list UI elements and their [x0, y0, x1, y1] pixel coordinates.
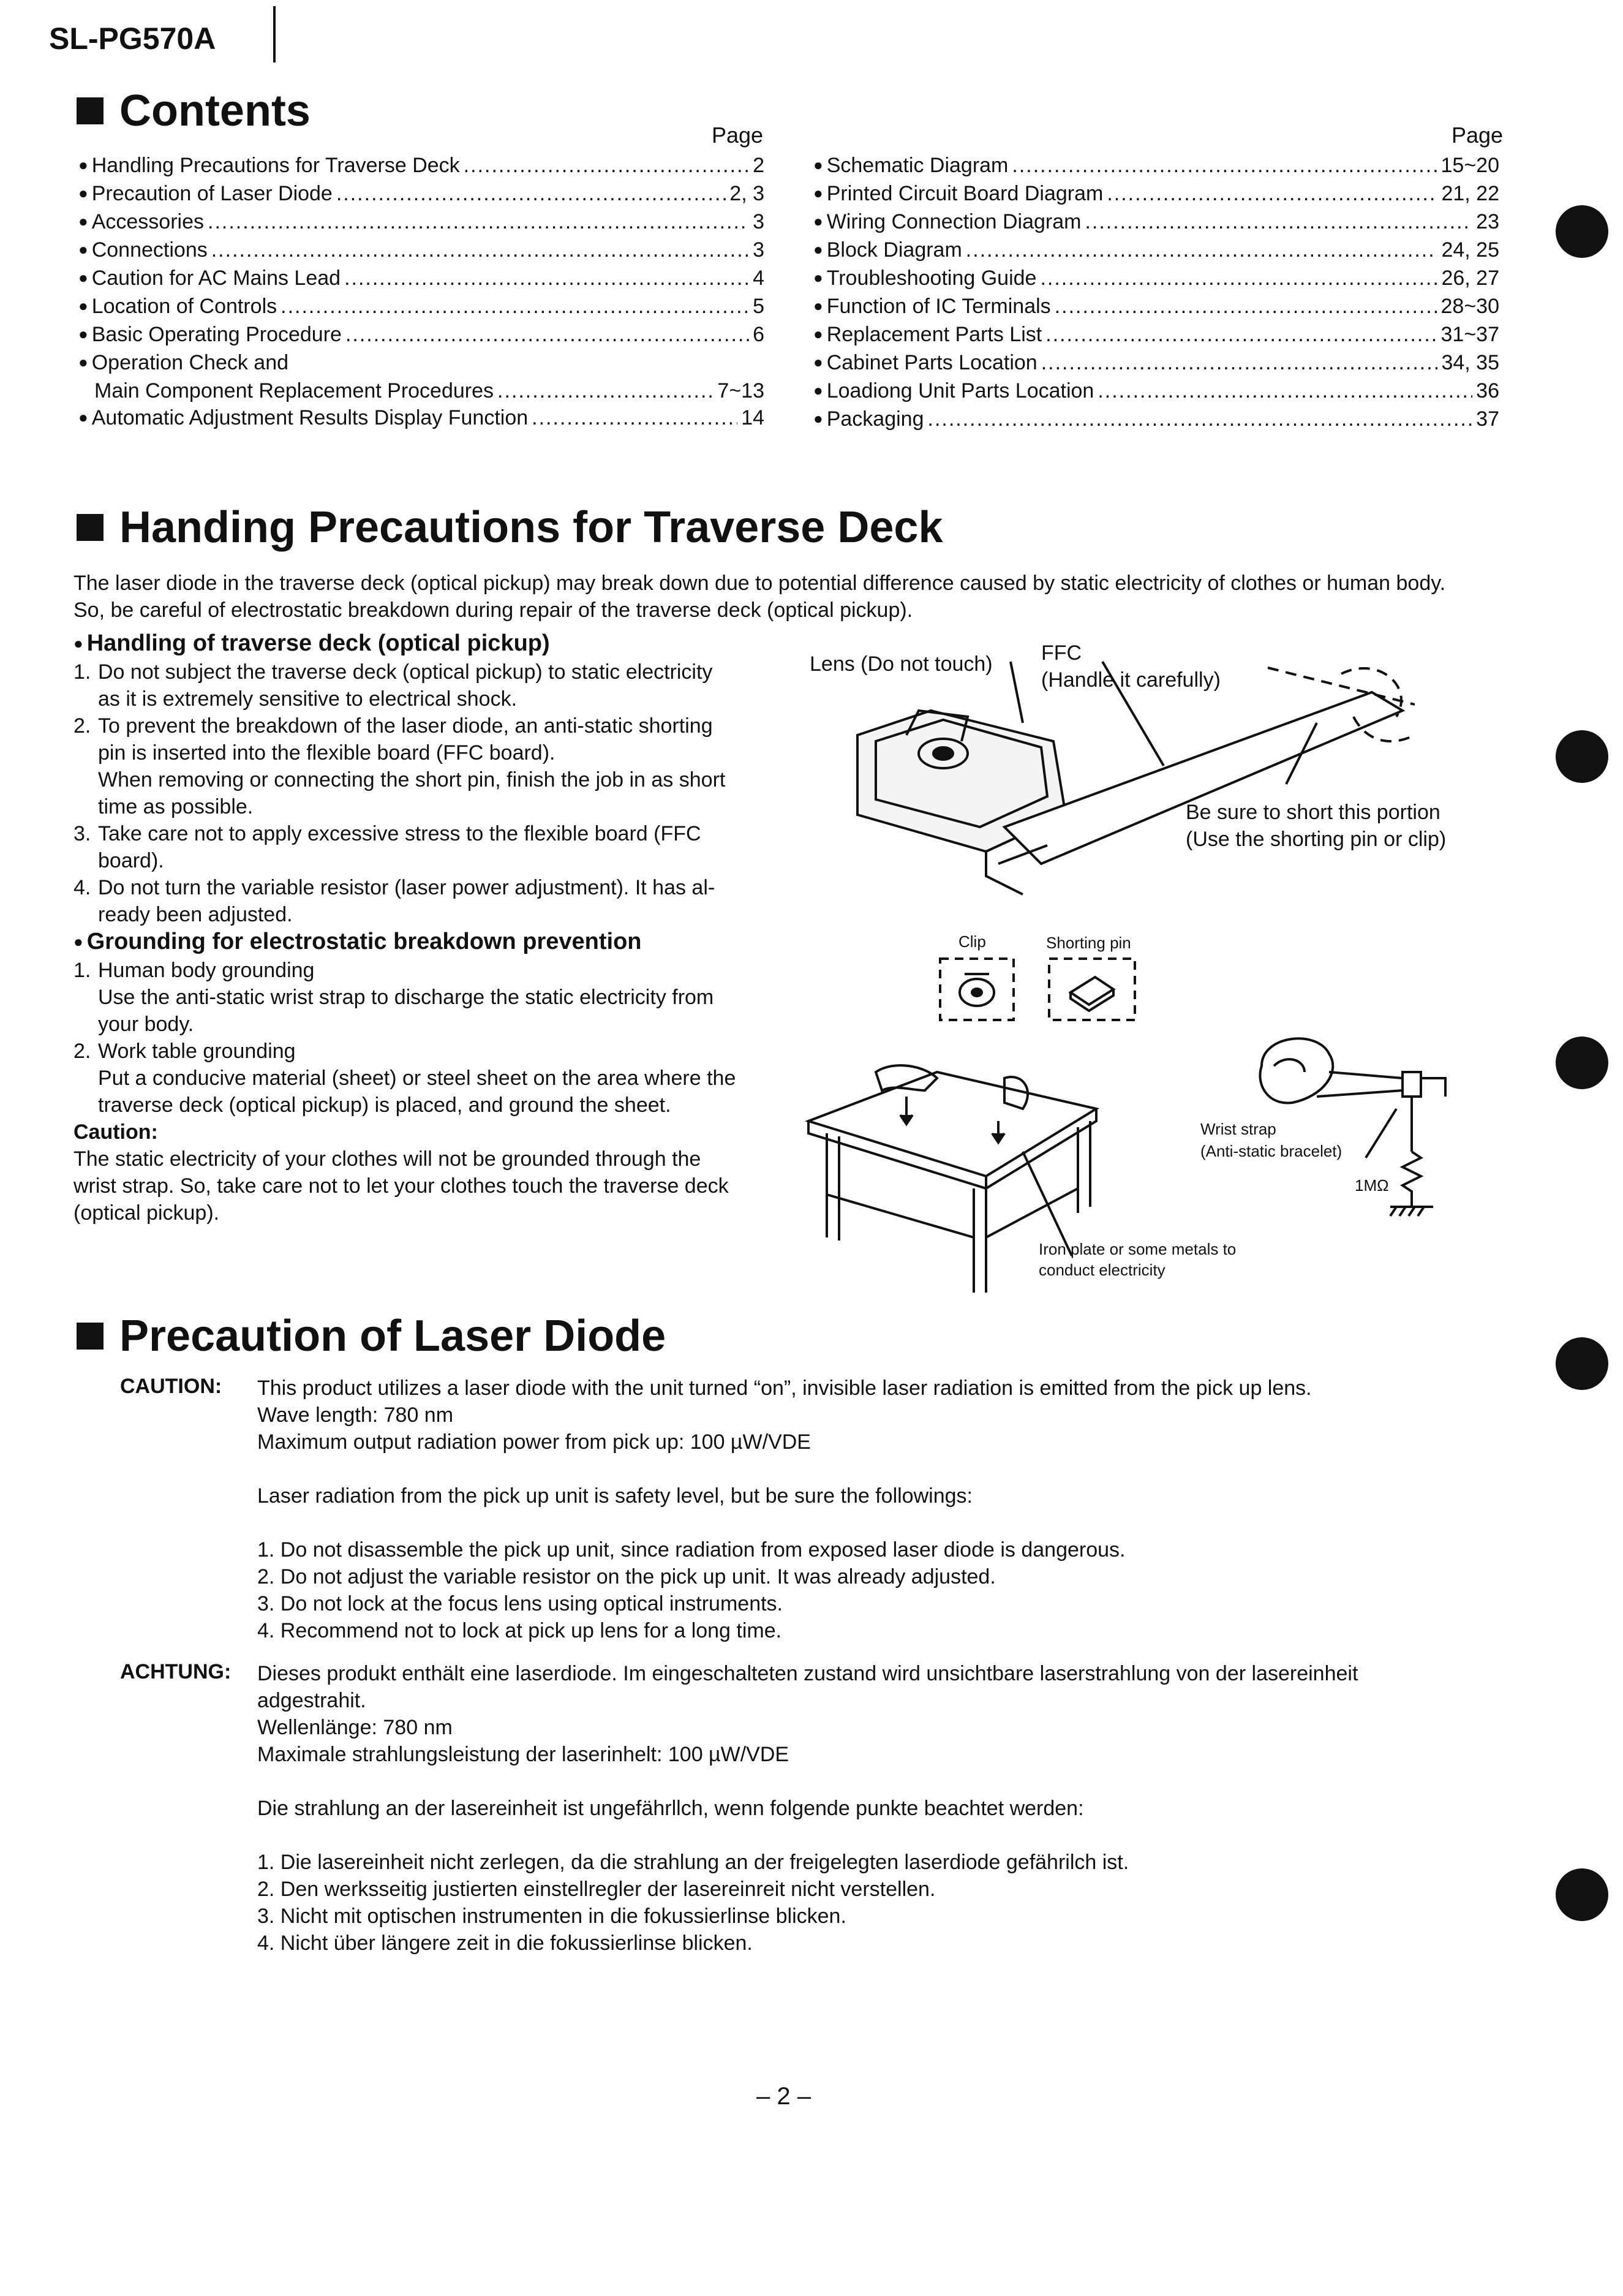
achtung-item: 3. Nicht mit optischen instrumenten in die fokussierlinse blicken. — [257, 1905, 846, 1928]
caution-note: Laser radiation from the pick up unit is safety level, but be sure the followings: — [257, 1484, 973, 1508]
achtung-label: ACHTUNG: — [120, 1660, 232, 1683]
toc-item[interactable]: ● Troubleshooting Guide ..... 26, 27 — [813, 265, 1499, 293]
handling-subtitle: ● Handling of traverse deck (optical pickup) — [73, 630, 772, 659]
traverse-deck-illustration — [839, 643, 1415, 901]
caution-text: wrist strap. So, take care not to let your clothes touch the traverse deck — [73, 1174, 729, 1198]
toc-item[interactable]: ● Packaging ..... 37 — [813, 406, 1499, 434]
binder-hole — [1556, 1337, 1608, 1390]
caution-line: Wave length: 780 nm — [257, 1403, 454, 1427]
resistor-label: 1MΩ — [1355, 1176, 1389, 1195]
heading-square-icon — [77, 514, 104, 541]
caution-label: Caution: — [73, 1120, 158, 1144]
list-item: 2. Work table grounding Put a conducive material (sheet) or steel sheet on the area where the traverse deck (optical pickup) is placed, and ground the sheet. — [73, 1040, 736, 1117]
toc-item[interactable]: ● Block Diagram ..... 24, 25 — [813, 236, 1499, 265]
contents-heading — [77, 86, 311, 136]
list-item: 1. Do not subject the traverse deck (optical pickup) to static electricity as it is extremely sensitive to electrical shock. — [73, 660, 713, 711]
laser-heading — [77, 1311, 666, 1361]
binder-hole — [1556, 730, 1608, 783]
achtung-line: Maximale strahlungsleistung der laserinhelt: 100 µW/VDE — [257, 1743, 789, 1766]
achtung-line: Wellenlänge: 780 nm — [257, 1716, 453, 1739]
binder-hole — [1556, 1037, 1608, 1089]
clip-icon — [937, 956, 1017, 1023]
shorting-pin-label: Shorting pin — [1046, 934, 1131, 952]
heading-square-icon — [77, 97, 104, 124]
caution-line: This product utilizes a laser diode with the unit turned “on”, invisible laser radiation is emitted from the pick up lens. — [257, 1376, 1312, 1400]
iron-plate-note: conduct electricity — [1039, 1261, 1165, 1279]
caution-text: The static electricity of your clothes will not be grounded through the — [73, 1147, 701, 1171]
intro-line: The laser diode in the traverse deck (optical pickup) may break down due to potential difference caused by static electricity of clothes or human body. — [73, 572, 1446, 595]
toc-item[interactable]: ● Precaution of Laser Diode ..... 2, 3 — [78, 180, 764, 208]
toc-item[interactable]: ● Caution for AC Mains Lead ..... 4 — [78, 265, 764, 293]
toc-left — [78, 152, 764, 432]
wrist-strap-label: Wrist strap — [1200, 1120, 1276, 1138]
ffc-label: FFC — [1041, 641, 1082, 665]
toc-item[interactable]: ● Printed Circuit Board Diagram ..... 21, 22 — [813, 180, 1499, 208]
traverse-intro — [73, 570, 1543, 624]
binder-hole — [1556, 205, 1608, 258]
caution-item: 4. Recommend not to lock at pick up lens for a long time. — [257, 1619, 782, 1642]
heading-square-icon — [77, 1323, 104, 1350]
caution-item: 2. Do not adjust the variable resistor on the pick up unit. It was already adjusted. — [257, 1565, 996, 1588]
short-note: (Use the shorting pin or clip) — [1186, 828, 1447, 851]
page-column-label: Page — [1452, 123, 1504, 148]
list-item: 2. To prevent the breakdown of the laser diode, an anti-static shorting pin is inserted into the flexible board (FFC board). When removing or connecting the short pin, finish the job in as short time as possible. — [73, 714, 726, 818]
toc-item[interactable]: ● Accessories ..... 3 — [78, 208, 764, 236]
toc-item[interactable]: ● Automatic Adjustment Results Display Function ..... 14 — [78, 404, 764, 432]
traverse-instructions — [73, 630, 772, 1226]
achtung-line: Dieses produkt enthält eine laserdiode. Im eingeschalteten zustand wird unsichtbare laserstrahlung von der lasereinheit — [257, 1662, 1358, 1685]
toc-item[interactable]: ● Function of IC Terminals ..... 28~30 — [813, 293, 1499, 321]
contents-title: Contents — [119, 86, 311, 135]
toc-item[interactable]: Main Component Replacement Procedures ..... 7~13 — [78, 377, 764, 404]
list-item: 3. Take care not to apply excessive stress to the flexible board (FFC board). — [73, 822, 701, 872]
toc-item[interactable]: ● Wiring Connection Diagram ..... 23 — [813, 208, 1499, 236]
toc-item[interactable]: ● Cabinet Parts Location ..... 34, 35 — [813, 349, 1499, 377]
achtung-line: adgestrahit. — [257, 1689, 366, 1712]
caution-item: 1. Do not disassemble the pick up unit, since radiation from exposed laser diode is dangerous. — [257, 1538, 1126, 1562]
caution-block — [257, 1375, 1519, 1644]
clip-label: Clip — [958, 932, 986, 951]
achtung-item: 2. Den werksseitig justierten einstellregler der lasereinreit nicht verstellen. — [257, 1878, 936, 1901]
toc-item[interactable]: ● Operation Check and — [78, 349, 764, 377]
caution-label: CAUTION: — [120, 1375, 222, 1398]
achtung-block — [257, 1660, 1519, 1957]
laser-title: Precaution of Laser Diode — [119, 1312, 666, 1361]
iron-plate-note: Iron plate or some metals to — [1039, 1240, 1237, 1258]
lens-label: Lens (Do not touch) — [810, 652, 993, 676]
caution-line: Maximum output radiation power from pick up: 100 µW/VDE — [257, 1430, 811, 1454]
list-item: 4. Do not turn the variable resistor (laser power adjustment). It has al- ready been adjusted. — [73, 876, 715, 926]
short-note: Be sure to short this portion — [1186, 801, 1440, 824]
toc-item[interactable]: ● Location of Controls ..... 5 — [78, 293, 764, 321]
page-column-label: Page — [712, 123, 764, 148]
achtung-note: Die strahlung an der lasereinheit ist ungefährllch, wenn folgende punkte beachtet werden: — [257, 1797, 1084, 1820]
model-number: SL-PG570A — [49, 21, 216, 56]
traverse-title: Handing Precautions for Traverse Deck — [119, 503, 943, 552]
traverse-heading — [77, 502, 943, 553]
grounding-subtitle: ● Grounding for electrostatic breakdown prevention — [73, 928, 772, 957]
achtung-item: 4. Nicht über längere zeit in die fokussierlinse blicken. — [257, 1932, 753, 1955]
toc-item[interactable]: ● Connections ..... 3 — [78, 236, 764, 265]
achtung-item: 1. Die lasereinheit nicht zerlegen, da die strahlung an der freigelegten laserdiode gefährilch ist. — [257, 1851, 1129, 1874]
binder-hole — [1556, 1868, 1608, 1921]
toc-right — [813, 152, 1499, 434]
bracelet-label: (Anti-static bracelet) — [1200, 1142, 1342, 1160]
toc-item[interactable]: ● Replacement Parts List ..... 31~37 — [813, 321, 1499, 349]
shorting-pin-icon — [1046, 956, 1138, 1023]
caution-item: 3. Do not lock at the focus lens using optical instruments. — [257, 1592, 783, 1615]
page-number: – 2 – — [756, 2083, 811, 2110]
toc-item[interactable]: ● Basic Operating Procedure ..... 6 — [78, 321, 764, 349]
header-divider — [273, 6, 276, 62]
toc-item[interactable]: ● Schematic Diagram ..... 15~20 — [813, 152, 1499, 180]
intro-line: So, be careful of electrostatic breakdown during repair of the traverse deck (optical pickup). — [73, 599, 913, 622]
ffc-note: (Handle it carefully) — [1041, 668, 1221, 692]
list-item: 1. Human body grounding Use the anti-static wrist strap to discharge the static electricity from your body. — [73, 959, 714, 1036]
toc-item[interactable]: ● Handling Precautions for Traverse Deck ..... 2 — [78, 152, 764, 180]
toc-item[interactable]: ● Loadiong Unit Parts Location ..... 36 — [813, 377, 1499, 406]
caution-text: (optical pickup). — [73, 1201, 220, 1225]
